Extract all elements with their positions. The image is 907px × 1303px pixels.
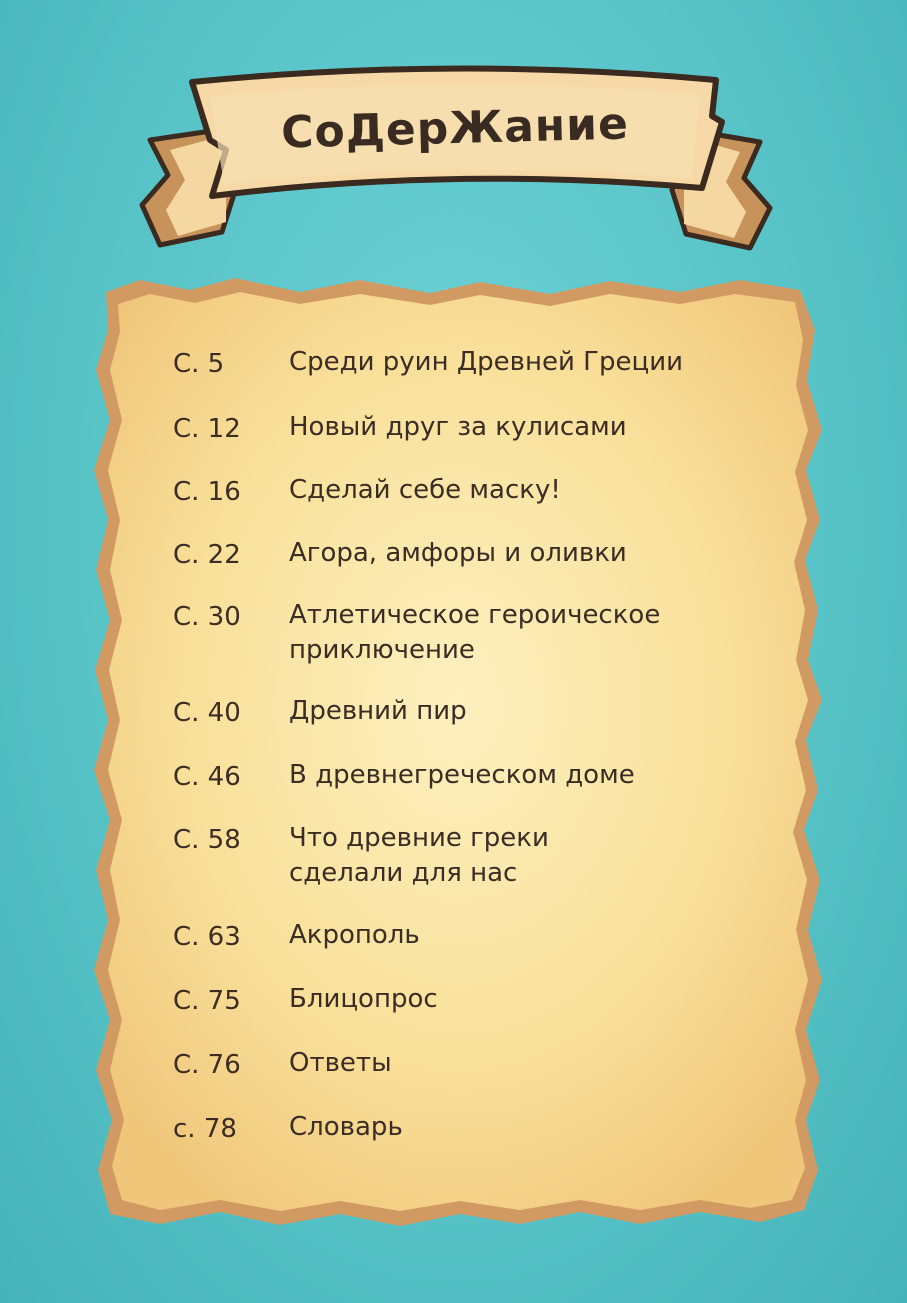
toc-entry <box>173 536 733 598</box>
page-number: С. 22 <box>173 540 241 570</box>
toc-entry <box>173 982 733 1046</box>
chapter-title: Сделай себе маску! <box>289 475 561 505</box>
page-number: С. 30 <box>173 602 241 632</box>
toc-entry <box>173 758 733 821</box>
toc-entry <box>173 694 733 758</box>
page-number: С. 46 <box>173 762 241 792</box>
toc-entry <box>173 1110 733 1160</box>
page-number: С. 63 <box>173 922 241 952</box>
chapter-title: Ответы <box>289 1048 392 1078</box>
page-number: С. 5 <box>173 349 225 379</box>
toc-entry <box>173 1046 733 1110</box>
toc-entry <box>173 345 733 410</box>
page-number: С. 76 <box>173 1050 241 1080</box>
toc-entry <box>173 598 733 694</box>
toc-entry <box>173 410 733 473</box>
table-of-contents <box>173 345 733 1160</box>
toc-entry <box>173 821 733 918</box>
page-number: С. 16 <box>173 477 241 507</box>
chapter-title: Древний пир <box>289 696 467 726</box>
chapter-title: Агора, амфоры и оливки <box>289 538 627 568</box>
chapter-title: Словарь <box>289 1112 403 1142</box>
toc-entry <box>173 473 733 536</box>
page-title: СоДерЖание <box>280 97 630 159</box>
page-number: С. 12 <box>173 414 241 444</box>
chapter-title: Акрополь <box>289 920 420 950</box>
chapter-title: Среди руин Древней Греции <box>289 347 683 377</box>
toc-entry <box>173 918 733 982</box>
chapter-title: Блицопрос <box>289 984 438 1014</box>
page-number: С. 75 <box>173 986 241 1016</box>
chapter-title: В древнегреческом доме <box>289 760 635 790</box>
page-number: С. 40 <box>173 698 241 728</box>
page-number: С. 58 <box>173 825 241 855</box>
page-number: с. 78 <box>173 1114 237 1144</box>
chapter-title: Что древние греки сделали для нас <box>289 823 549 888</box>
chapter-title: Новый друг за кулисами <box>289 412 627 442</box>
chapter-title: Атлетическое героическое приключение <box>289 600 661 665</box>
